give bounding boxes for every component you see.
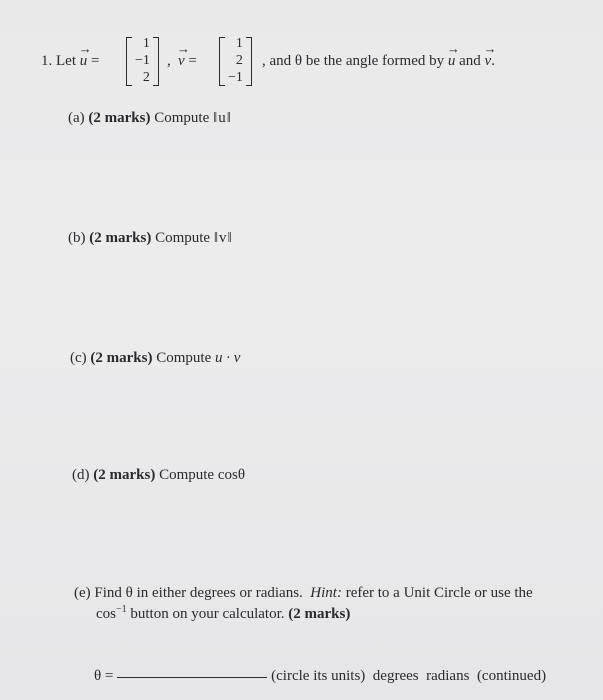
v-component-3: −1 bbox=[228, 70, 243, 85]
part-b bbox=[68, 230, 233, 247]
vector-v-def bbox=[178, 53, 197, 70]
part-c bbox=[70, 350, 240, 367]
circle-units-text: (circle its units) bbox=[271, 668, 366, 684]
vector-v-ref: → v bbox=[485, 53, 492, 70]
radians-option[interactable]: radians bbox=[426, 668, 470, 684]
vector-u-matrix bbox=[126, 35, 159, 86]
part-e-marks: (2 marks) bbox=[288, 606, 351, 622]
part-e-text: Find θ in either degrees or radians. bbox=[94, 585, 303, 601]
part-a-label: (a) bbox=[68, 110, 85, 126]
part-c-text: Compute bbox=[156, 350, 212, 366]
part-a-marks: (2 marks) bbox=[88, 110, 151, 126]
hint-label: Hint: bbox=[310, 585, 342, 601]
equals-sign-2: = bbox=[188, 53, 197, 69]
vector-u-symbol: → u bbox=[80, 53, 88, 70]
intro-tail-text: , and θ be the angle formed by bbox=[262, 53, 445, 69]
part-a-text: Compute bbox=[154, 110, 210, 126]
part-d-label: (d) bbox=[72, 467, 90, 483]
vector-u-ref: → u bbox=[448, 53, 456, 70]
u-component-2: −1 bbox=[135, 53, 150, 68]
degrees-option[interactable]: degrees bbox=[372, 668, 419, 684]
answer-blank[interactable] bbox=[117, 677, 267, 678]
vector-v-matrix bbox=[219, 35, 252, 86]
u-component-1: 1 bbox=[142, 36, 150, 51]
part-d-expression: cosθ bbox=[217, 467, 246, 483]
part-b-label: (b) bbox=[68, 230, 86, 246]
v-component-1: 1 bbox=[235, 36, 243, 51]
part-e-line-1 bbox=[74, 585, 533, 602]
question-number bbox=[41, 53, 99, 70]
theta-equals: θ = bbox=[94, 668, 114, 684]
comma-separator: , bbox=[167, 53, 171, 69]
question-number-text: 1. bbox=[41, 53, 53, 69]
let-label: Let bbox=[56, 53, 76, 69]
part-e-line-2 bbox=[96, 604, 350, 623]
intro-tail bbox=[262, 53, 495, 70]
cos-inverse-sup: −1 bbox=[116, 604, 127, 615]
part-d-text: Compute bbox=[159, 467, 215, 483]
answer-line bbox=[94, 668, 546, 685]
part-a-expression: ‖u‖ bbox=[212, 110, 232, 126]
part-e-label: (e) bbox=[74, 585, 91, 601]
part-b-expression: ‖v‖ bbox=[213, 230, 233, 246]
vector-v-symbol: → v bbox=[178, 53, 185, 70]
and-word: and bbox=[459, 53, 481, 69]
part-b-marks: (2 marks) bbox=[89, 230, 152, 246]
period: . bbox=[491, 53, 495, 69]
part-c-marks: (2 marks) bbox=[90, 350, 153, 366]
part-d bbox=[72, 467, 245, 484]
part-d-marks: (2 marks) bbox=[93, 467, 156, 483]
equals-sign: = bbox=[91, 53, 100, 69]
part-b-text: Compute bbox=[155, 230, 211, 246]
part-e-text-2: button on your calculator. bbox=[130, 606, 285, 622]
part-a bbox=[68, 110, 232, 127]
part-c-label: (c) bbox=[70, 350, 87, 366]
v-component-2: 2 bbox=[235, 53, 243, 68]
continued-note: (continued) bbox=[476, 668, 547, 684]
hint-text: refer to a Unit Circle or use the bbox=[345, 585, 533, 601]
cos-inverse: cos bbox=[96, 606, 116, 622]
part-c-expression: u · v bbox=[214, 350, 241, 366]
u-component-3: 2 bbox=[142, 70, 150, 85]
